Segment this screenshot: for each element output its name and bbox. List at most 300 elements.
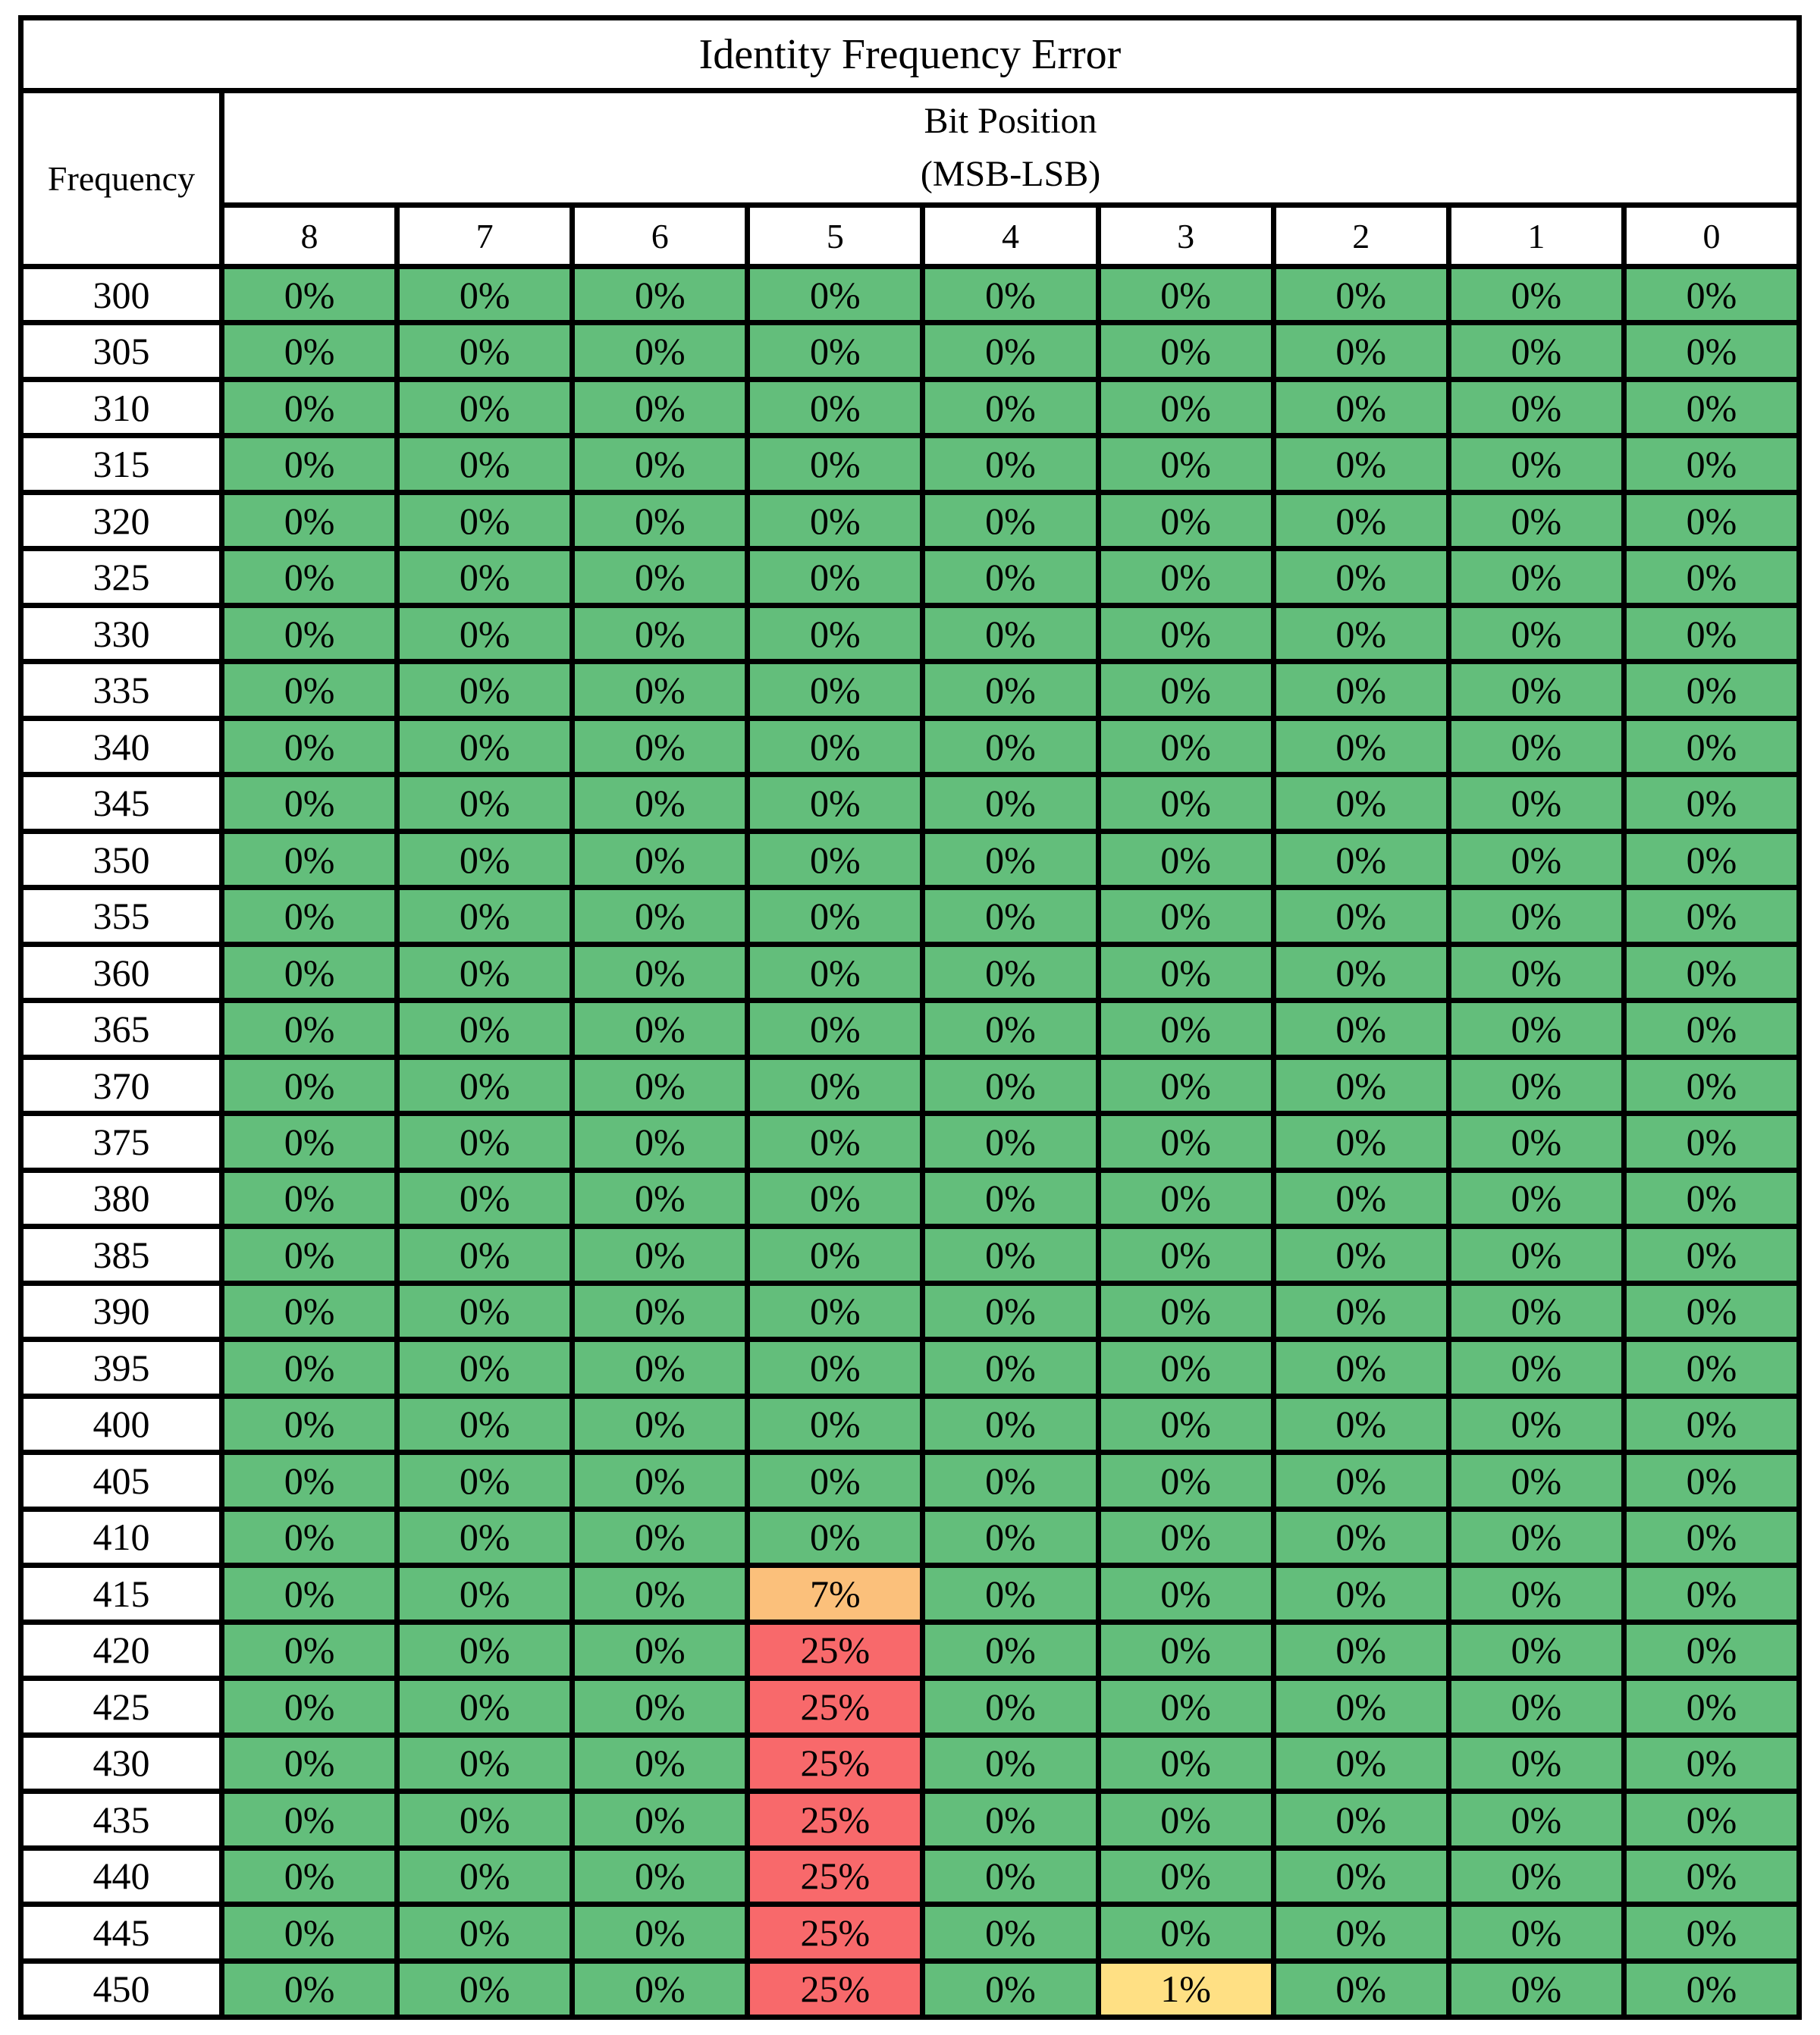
error-cell: 0% [575, 1173, 745, 1224]
error-cell: 7% [750, 1568, 920, 1619]
error-cell: 0% [224, 1568, 394, 1619]
error-cell: 0% [1101, 1907, 1271, 1958]
error-cell: 0% [400, 834, 570, 885]
error-cell: 0% [224, 1173, 394, 1224]
error-cell: 0% [1451, 1116, 1621, 1167]
error-cell: 0% [224, 1681, 394, 1732]
error-cell: 0% [925, 1455, 1095, 1506]
error-cell: 0% [1627, 1738, 1796, 1789]
error-cell: 0% [1451, 777, 1621, 828]
error-cell: 0% [224, 664, 394, 715]
error-cell: 0% [1276, 1964, 1446, 2015]
error-cell: 0% [750, 777, 920, 828]
bit-position-header [224, 93, 1796, 202]
error-cell: 0% [224, 1738, 394, 1789]
error-cell: 0% [750, 269, 920, 320]
error-cell: 0% [1101, 608, 1271, 659]
frequency-label: 385 [24, 1229, 219, 1280]
frequency-label: 405 [24, 1455, 219, 1506]
error-cell: 0% [1627, 1455, 1796, 1506]
error-cell: 0% [925, 1964, 1095, 2015]
error-cell: 0% [224, 1964, 394, 2015]
error-cell: 0% [1451, 1003, 1621, 1054]
frequency-label: 340 [24, 721, 219, 772]
error-cell: 0% [1451, 269, 1621, 320]
error-cell: 0% [1627, 1173, 1796, 1224]
error-cell: 0% [1451, 325, 1621, 376]
error-cell: 0% [925, 1794, 1095, 1845]
error-cell: 0% [1451, 1229, 1621, 1280]
error-cell: 0% [400, 495, 570, 546]
frequency-label: 345 [24, 777, 219, 828]
frequency-label: 440 [24, 1851, 219, 1902]
error-cell: 0% [1451, 1512, 1621, 1563]
error-cell: 0% [575, 1681, 745, 1732]
error-cell: 0% [575, 1851, 745, 1902]
error-cell: 0% [1627, 1286, 1796, 1337]
error-cell: 0% [750, 1229, 920, 1280]
frequency-label: 415 [24, 1568, 219, 1619]
error-cell: 0% [224, 1794, 394, 1845]
error-cell: 0% [575, 1229, 745, 1280]
error-cell: 0% [750, 1399, 920, 1450]
frequency-label: 450 [24, 1964, 219, 2015]
error-cell: 0% [1101, 1173, 1271, 1224]
error-cell: 0% [1276, 1286, 1446, 1337]
error-cell: 0% [1276, 1681, 1446, 1732]
error-cell: 0% [224, 551, 394, 602]
bit-column-header: 7 [400, 208, 570, 264]
error-cell: 0% [1451, 834, 1621, 885]
error-cell: 0% [925, 608, 1095, 659]
error-cell: 0% [400, 890, 570, 941]
error-cell: 0% [224, 834, 394, 885]
error-cell: 0% [1276, 1738, 1446, 1789]
error-cell: 0% [1627, 1794, 1796, 1845]
error-cell: 0% [224, 438, 394, 489]
error-cell: 0% [1276, 1060, 1446, 1111]
frequency-label: 330 [24, 608, 219, 659]
error-cell: 0% [925, 1907, 1095, 1958]
error-cell: 0% [1627, 1964, 1796, 2015]
error-cell: 0% [1451, 1907, 1621, 1958]
error-cell: 0% [1101, 1738, 1271, 1789]
error-cell: 0% [925, 1060, 1095, 1111]
error-cell: 0% [1101, 1286, 1271, 1337]
error-cell: 0% [1101, 1851, 1271, 1902]
error-cell: 0% [750, 1116, 920, 1167]
error-cell: 0% [1276, 438, 1446, 489]
error-cell: 0% [750, 382, 920, 433]
error-cell: 0% [1276, 1116, 1446, 1167]
error-cell: 0% [1451, 1851, 1621, 1902]
error-cell: 25% [750, 1851, 920, 1902]
error-cell: 0% [575, 721, 745, 772]
error-cell: 0% [1276, 608, 1446, 659]
frequency-label: 360 [24, 947, 219, 998]
error-cell: 0% [1101, 438, 1271, 489]
error-cell: 0% [575, 382, 745, 433]
error-cell: 0% [575, 777, 745, 828]
error-cell: 0% [1101, 269, 1271, 320]
error-cell: 0% [575, 1342, 745, 1393]
error-cell: 0% [1627, 1116, 1796, 1167]
error-cell: 0% [575, 608, 745, 659]
error-cell: 0% [750, 1286, 920, 1337]
error-cell: 0% [925, 1173, 1095, 1224]
error-cell: 0% [925, 1625, 1095, 1676]
error-cell: 0% [400, 1568, 570, 1619]
error-cell: 0% [1627, 777, 1796, 828]
error-cell: 0% [224, 1851, 394, 1902]
error-cell: 0% [1276, 1003, 1446, 1054]
error-cell: 0% [400, 1681, 570, 1732]
error-cell: 0% [1451, 664, 1621, 715]
error-cell: 0% [1101, 1568, 1271, 1619]
error-cell: 0% [400, 269, 570, 320]
error-cell: 0% [400, 1003, 570, 1054]
error-cell: 0% [1627, 664, 1796, 715]
error-cell: 0% [750, 1060, 920, 1111]
error-cell: 0% [575, 438, 745, 489]
frequency-label: 300 [24, 269, 219, 320]
frequency-label: 395 [24, 1342, 219, 1393]
error-cell: 0% [400, 1964, 570, 2015]
error-cell: 0% [224, 608, 394, 659]
error-cell: 0% [400, 1060, 570, 1111]
error-cell: 0% [1276, 1455, 1446, 1506]
error-cell: 0% [224, 1625, 394, 1676]
error-cell: 0% [1627, 438, 1796, 489]
bit-column-header: 6 [575, 208, 745, 264]
error-cell: 0% [1627, 834, 1796, 885]
error-cell: 0% [224, 1116, 394, 1167]
error-cell: 0% [1451, 1794, 1621, 1845]
error-cell: 0% [1276, 1568, 1446, 1619]
error-cell: 0% [400, 1116, 570, 1167]
error-cell: 0% [400, 1625, 570, 1676]
frequency-label: 325 [24, 551, 219, 602]
error-cell: 0% [925, 890, 1095, 941]
error-cell: 0% [575, 890, 745, 941]
frequency-label: 335 [24, 664, 219, 715]
table-title: Identity Frequency Error [24, 20, 1796, 88]
error-cell: 0% [1101, 1060, 1271, 1111]
error-cell: 0% [224, 325, 394, 376]
error-cell: 0% [1451, 1738, 1621, 1789]
error-cell: 0% [1627, 890, 1796, 941]
error-cell: 1% [1101, 1964, 1271, 2015]
error-cell: 0% [224, 947, 394, 998]
error-cell: 0% [750, 608, 920, 659]
error-cell: 0% [1451, 721, 1621, 772]
error-cell: 0% [1627, 1512, 1796, 1563]
error-cell: 0% [750, 551, 920, 602]
error-cell: 25% [750, 1738, 920, 1789]
error-cell: 0% [1451, 1342, 1621, 1393]
error-cell: 0% [925, 1681, 1095, 1732]
error-cell: 0% [1276, 664, 1446, 715]
error-cell: 0% [1276, 1851, 1446, 1902]
error-cell: 0% [1627, 495, 1796, 546]
error-cell: 0% [925, 1738, 1095, 1789]
error-cell: 0% [224, 1229, 394, 1280]
error-cell: 0% [575, 1399, 745, 1450]
error-cell: 0% [575, 947, 745, 998]
error-cell: 0% [1451, 1964, 1621, 2015]
bit-position-label: Bit Position [924, 101, 1097, 142]
error-cell: 0% [925, 1229, 1095, 1280]
frequency-label: 425 [24, 1681, 219, 1732]
error-cell: 0% [1101, 664, 1271, 715]
error-cell: 25% [750, 1964, 920, 2015]
error-cell: 0% [1276, 495, 1446, 546]
error-cell: 0% [224, 1907, 394, 1958]
frequency-label: 355 [24, 890, 219, 941]
frequency-label: 350 [24, 834, 219, 885]
error-cell: 0% [1276, 721, 1446, 772]
error-cell: 0% [400, 947, 570, 998]
bit-order-label: (MSB-LSB) [920, 154, 1101, 194]
error-cell: 0% [400, 1229, 570, 1280]
error-cell: 0% [925, 664, 1095, 715]
error-cell: 0% [224, 1286, 394, 1337]
error-cell: 0% [925, 721, 1095, 772]
error-cell: 0% [1627, 1003, 1796, 1054]
error-cell: 0% [925, 1512, 1095, 1563]
error-cell: 0% [575, 1568, 745, 1619]
error-cell: 0% [1276, 1512, 1446, 1563]
error-cell: 0% [575, 1907, 745, 1958]
error-cell: 0% [575, 1286, 745, 1337]
error-cell: 0% [224, 495, 394, 546]
error-cell: 0% [1101, 1512, 1271, 1563]
error-cell: 0% [400, 664, 570, 715]
error-cell: 0% [1627, 551, 1796, 602]
error-cell: 0% [1276, 382, 1446, 433]
frequency-label: 390 [24, 1286, 219, 1337]
error-cell: 0% [1451, 551, 1621, 602]
error-cell: 0% [1276, 1907, 1446, 1958]
error-cell: 0% [400, 721, 570, 772]
error-cell: 0% [575, 1738, 745, 1789]
error-cell: 0% [1627, 325, 1796, 376]
error-cell: 0% [575, 1116, 745, 1167]
error-cell: 0% [925, 1286, 1095, 1337]
error-cell: 0% [1627, 1229, 1796, 1280]
error-cell: 0% [224, 1003, 394, 1054]
error-cell: 0% [400, 1512, 570, 1563]
error-cell: 0% [400, 325, 570, 376]
error-cell: 0% [1276, 1399, 1446, 1450]
error-cell: 0% [750, 664, 920, 715]
frequency-label: 400 [24, 1399, 219, 1450]
frequency-label: 430 [24, 1738, 219, 1789]
frequency-label: 410 [24, 1512, 219, 1563]
error-cell: 0% [224, 1455, 394, 1506]
error-cell: 0% [925, 1003, 1095, 1054]
error-cell: 0% [1101, 1399, 1271, 1450]
error-cell: 0% [1451, 495, 1621, 546]
error-cell: 0% [925, 777, 1095, 828]
error-cell: 0% [575, 551, 745, 602]
error-cell: 0% [1451, 382, 1621, 433]
error-cell: 0% [575, 1455, 745, 1506]
error-cell: 0% [224, 1399, 394, 1450]
error-cell: 0% [400, 1342, 570, 1393]
error-cell: 0% [224, 382, 394, 433]
error-cell: 0% [1276, 947, 1446, 998]
error-cell: 0% [400, 1286, 570, 1337]
error-cell: 0% [575, 1964, 745, 2015]
error-cell: 0% [925, 325, 1095, 376]
error-cell: 0% [1101, 1229, 1271, 1280]
error-cell: 0% [1101, 495, 1271, 546]
error-cell: 0% [925, 269, 1095, 320]
bit-column-header: 1 [1451, 208, 1621, 264]
error-cell: 0% [1101, 382, 1271, 433]
bit-column-header: 3 [1101, 208, 1271, 264]
error-cell: 0% [575, 1794, 745, 1845]
error-cell: 0% [575, 1060, 745, 1111]
error-cell: 0% [1276, 777, 1446, 828]
error-cell: 0% [1101, 890, 1271, 941]
error-cell: 0% [1276, 1794, 1446, 1845]
error-cell: 0% [925, 1399, 1095, 1450]
error-cell: 0% [1627, 1342, 1796, 1393]
error-cell: 0% [1276, 325, 1446, 376]
error-cell: 0% [925, 1568, 1095, 1619]
error-cell: 0% [224, 269, 394, 320]
error-cell: 0% [1101, 947, 1271, 998]
error-cell: 0% [400, 1907, 570, 1958]
frequency-label: 310 [24, 382, 219, 433]
error-cell: 0% [400, 608, 570, 659]
error-cell: 0% [1451, 1173, 1621, 1224]
error-cell: 0% [1101, 721, 1271, 772]
error-cell: 0% [400, 777, 570, 828]
error-cell: 0% [1451, 1455, 1621, 1506]
bit-column-header: 8 [224, 208, 394, 264]
error-cell: 0% [750, 947, 920, 998]
error-cell: 0% [575, 834, 745, 885]
error-cell: 0% [575, 1003, 745, 1054]
error-cell: 0% [925, 834, 1095, 885]
error-cell: 0% [750, 721, 920, 772]
error-cell: 0% [750, 1512, 920, 1563]
error-cell: 25% [750, 1794, 920, 1845]
error-cell: 0% [575, 325, 745, 376]
error-cell: 0% [925, 495, 1095, 546]
error-cell: 0% [1451, 1399, 1621, 1450]
error-cell: 0% [1451, 1060, 1621, 1111]
error-cell: 0% [400, 1738, 570, 1789]
error-cell: 0% [1101, 777, 1271, 828]
frequency-label: 445 [24, 1907, 219, 1958]
error-cell: 0% [400, 1455, 570, 1506]
frequency-label: 315 [24, 438, 219, 489]
error-cell: 0% [1451, 1625, 1621, 1676]
error-cell: 0% [224, 777, 394, 828]
frequency-error-table [18, 15, 1802, 2020]
error-cell: 0% [224, 1512, 394, 1563]
error-cell: 0% [1627, 382, 1796, 433]
error-cell: 0% [575, 664, 745, 715]
error-cell: 0% [1101, 1455, 1271, 1506]
error-cell: 0% [1101, 325, 1271, 376]
bit-column-header: 5 [750, 208, 920, 264]
error-cell: 0% [750, 325, 920, 376]
error-cell: 0% [224, 1342, 394, 1393]
error-cell: 0% [1627, 1907, 1796, 1958]
error-cell: 0% [1101, 1794, 1271, 1845]
error-cell: 0% [1451, 608, 1621, 659]
error-cell: 0% [224, 890, 394, 941]
frequency-label: 320 [24, 495, 219, 546]
error-cell: 0% [750, 834, 920, 885]
error-cell: 0% [1101, 834, 1271, 885]
error-cell: 0% [1101, 1342, 1271, 1393]
error-cell: 0% [925, 438, 1095, 489]
error-cell: 0% [1276, 834, 1446, 885]
error-cell: 25% [750, 1625, 920, 1676]
error-cell: 0% [1276, 1342, 1446, 1393]
frequency-label: 370 [24, 1060, 219, 1111]
frequency-header: Frequency [24, 93, 219, 264]
error-cell: 0% [1627, 1625, 1796, 1676]
error-cell: 0% [750, 1003, 920, 1054]
error-cell: 0% [575, 269, 745, 320]
error-cell: 0% [750, 1455, 920, 1506]
error-cell: 0% [575, 1512, 745, 1563]
error-cell: 0% [224, 1060, 394, 1111]
error-cell: 0% [1627, 1681, 1796, 1732]
error-cell: 0% [750, 438, 920, 489]
error-cell: 0% [1627, 1568, 1796, 1619]
error-cell: 0% [400, 1399, 570, 1450]
error-cell: 0% [1101, 1116, 1271, 1167]
bit-column-header: 2 [1276, 208, 1446, 264]
error-cell: 0% [1276, 1625, 1446, 1676]
error-cell: 0% [1101, 1625, 1271, 1676]
error-cell: 0% [400, 551, 570, 602]
error-cell: 0% [750, 890, 920, 941]
error-cell: 0% [1451, 438, 1621, 489]
error-cell: 0% [925, 551, 1095, 602]
error-cell: 0% [1276, 551, 1446, 602]
error-cell: 0% [1451, 947, 1621, 998]
error-cell: 0% [750, 495, 920, 546]
frequency-label: 435 [24, 1794, 219, 1845]
error-cell: 0% [1627, 269, 1796, 320]
error-cell: 0% [1276, 890, 1446, 941]
error-cell: 0% [925, 1116, 1095, 1167]
error-cell: 0% [925, 1851, 1095, 1902]
error-cell: 0% [925, 947, 1095, 998]
error-cell: 0% [400, 1794, 570, 1845]
error-cell: 0% [1451, 1681, 1621, 1732]
frequency-label: 375 [24, 1116, 219, 1167]
error-cell: 0% [925, 1342, 1095, 1393]
bit-column-header: 0 [1627, 208, 1796, 264]
error-cell: 0% [1627, 947, 1796, 998]
error-cell: 25% [750, 1681, 920, 1732]
error-cell: 0% [575, 495, 745, 546]
error-cell: 0% [400, 1851, 570, 1902]
error-cell: 0% [400, 1173, 570, 1224]
error-cell: 0% [925, 382, 1095, 433]
error-cell: 0% [1451, 1286, 1621, 1337]
